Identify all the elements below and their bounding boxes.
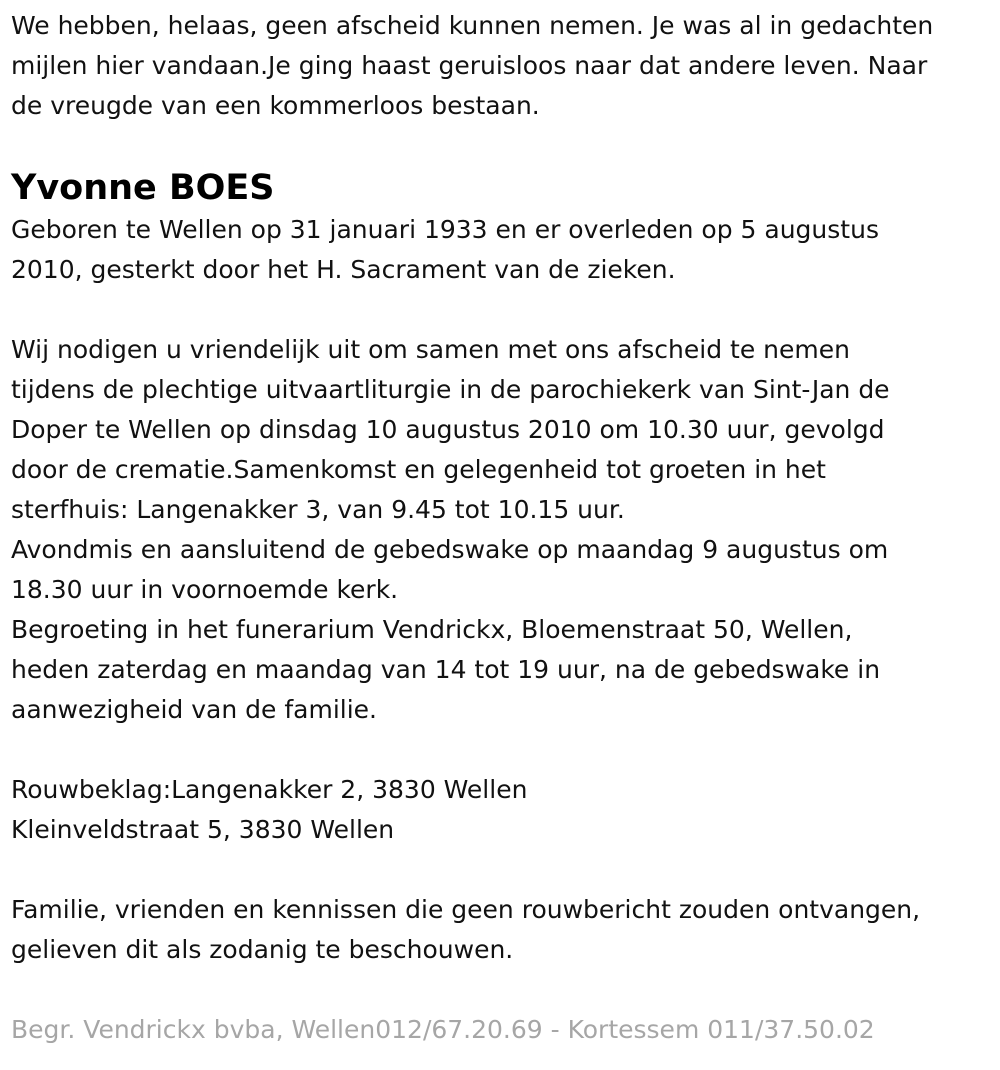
ceremony-line: tijdens de plechtige uitvaartliturgie in de parochiekerk van Sint-Jan de	[11, 375, 890, 404]
spacer	[11, 730, 990, 770]
notice-line: gelieven dit als zodanig te beschouwen.	[11, 935, 514, 964]
ceremony-line: aanwezigheid van de familie.	[11, 695, 377, 724]
condolence-line: Kleinveldstraat 5, 3830 Wellen	[11, 815, 395, 844]
intro-line: We hebben, helaas, geen afscheid kunnen nemen. Je was al in gedachten	[11, 11, 934, 40]
condolence-addresses	[11, 770, 990, 850]
spacer	[11, 290, 990, 330]
ceremony-line: door de crematie.Samenkomst en gelegenheid tot groeten in het	[11, 455, 826, 484]
notice-text	[11, 890, 990, 970]
ceremony-line: Wij nodigen u vriendelijk uit om samen met ons afscheid te nemen	[11, 335, 850, 364]
ceremony-line: Avondmis en aansluitend de gebedswake op maandag 9 augustus om	[11, 535, 889, 564]
intro-line: de vreugde van een kommerloos bestaan.	[11, 91, 540, 120]
condolence-line: Rouwbeklag:Langenakker 2, 3830 Wellen	[11, 775, 528, 804]
intro-poem	[11, 6, 990, 126]
funeral-home-footer: Begr. Vendrickx bvba, Wellen012/67.20.69 - Kortessem 011/37.50.02	[11, 1015, 875, 1044]
deceased-name: Yvonne BOES	[11, 168, 275, 208]
ceremony-details	[11, 330, 990, 730]
birth-death-line: 2010, gesterkt door het H. Sacrament van de zieken.	[11, 255, 676, 284]
spacer	[11, 850, 990, 890]
ceremony-line: Begroeting in het funerarium Vendrickx, Bloemenstraat 50, Wellen,	[11, 615, 853, 644]
intro-line: mijlen hier vandaan.Je ging haast geruisloos naar dat andere leven. Naar	[11, 51, 928, 80]
birth-death-info	[11, 210, 990, 290]
ceremony-line: Doper te Wellen op dinsdag 10 augustus 2010 om 10.30 uur, gevolgd	[11, 415, 885, 444]
ceremony-line: sterfhuis: Langenakker 3, van 9.45 tot 10.15 uur.	[11, 495, 625, 524]
birth-death-line: Geboren te Wellen op 31 januari 1933 en er overleden op 5 augustus	[11, 215, 879, 244]
notice-line: Familie, vrienden en kennissen die geen rouwbericht zouden ontvangen,	[11, 895, 921, 924]
ceremony-line: heden zaterdag en maandag van 14 tot 19 uur, na de gebedswake in	[11, 655, 881, 684]
ceremony-line: 18.30 uur in voornoemde kerk.	[11, 575, 399, 604]
spacer	[11, 970, 990, 1010]
